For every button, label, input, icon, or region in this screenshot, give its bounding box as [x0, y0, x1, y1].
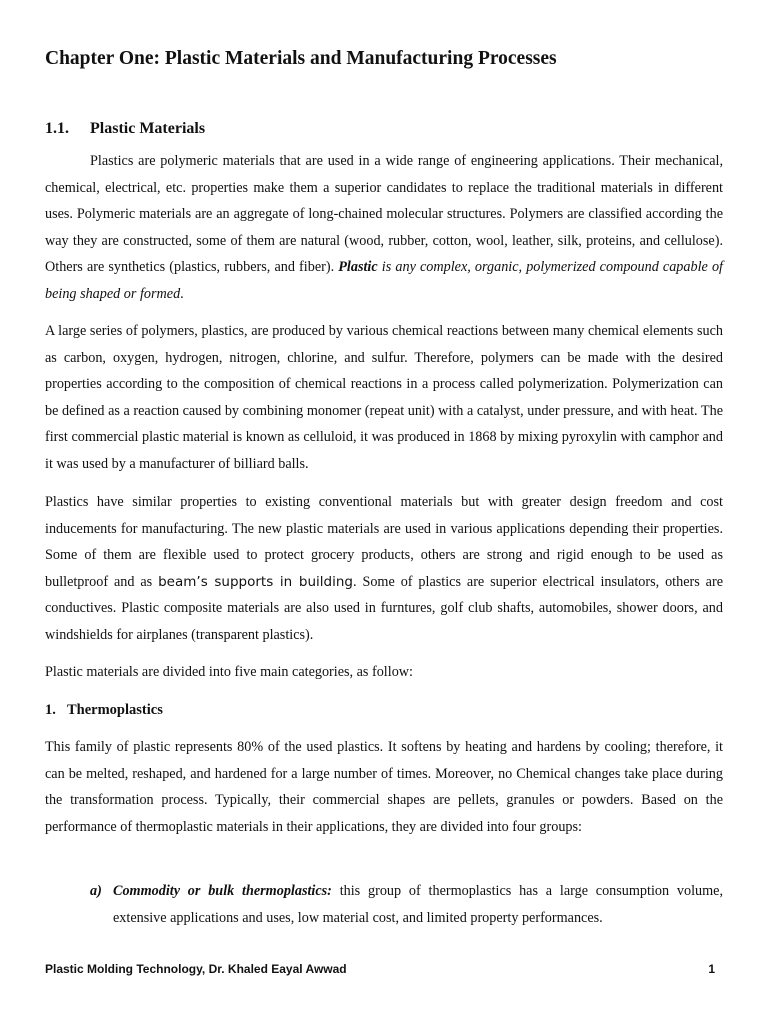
footer-title: Plastic Molding Technology, Dr. Khaled Eayal Awwad [45, 962, 347, 976]
paragraph-properties-text-end: . Some of plastics are superior electrical insulators, others are conductives. Plastic composite materials are also used in furntures, golf club shafts, automobiles, shower doors, and windshields for airplanes (transparent plastics). [45, 573, 724, 643]
paragraph-properties-text: Plastics have similar properties to existing conventional materials but with greater design freedom and cost inducements for manufacturing. The new plastic materials are used in various applications depending their properties. Some of them are flexible used to protect grocery products, others are strong and rigid enough to be used as bulletproof and as [45, 494, 723, 590]
paragraph-thermoplastics: This family of plastic represents 80% of the used plastics. It softens by heating and hardens by cooling; therefore, it can be melted, reshaped, and hardened for a large number of times. Moreover, no Chemical changes take place during the transformation process. Typically, their commercial shapes are pellets, granules or powders. Based on the performance of thermoplastic materials in their applications, they are divided into four groups: [45, 739, 723, 835]
plastic-definition: is any complex, organic, polymerized compound capable of being shaped or formed [45, 259, 723, 302]
subsection-title: Thermoplastics [67, 702, 163, 718]
list-item-term: Commodity or bulk thermoplastics: [113, 883, 332, 899]
paragraph-properties-sans-run: beam’s supports in building [158, 573, 353, 590]
section-number: 1.1. [45, 120, 69, 137]
list-item-body [90, 878, 723, 931]
section-title: Plastic Materials [90, 120, 206, 137]
paragraph-intro-text: Plastics are polymeric materials that are used in a wide range of engineering applications. Their mechanical, chemical, electrical, etc. properties make them a superior candidates to replace the traditional materials in different uses. Polymeric materials are an aggregate of long-chained molecular structures. Polymers are classified according the way they are constructed, some of them are natural (wood, rubber, cotton, wool, leather, silk, proteins, and cellulose). Others are synthetics (plastics, rubbers, and fiber). [45, 153, 723, 276]
section-heading [45, 118, 723, 140]
paragraph-intro-end: . [180, 285, 184, 302]
chapter-title: Chapter One: Plastic Materials and Manufacturing Processes [45, 48, 557, 69]
subsection-heading [45, 699, 723, 721]
plastic-term: Plastic [338, 259, 378, 276]
paragraph-intro [45, 148, 723, 308]
subsection-number: 1. [45, 702, 56, 718]
list-item-text: this group of thermoplastics has a large consumption volume, extensive applications and uses, low material cost, and limited property performances. [113, 883, 723, 926]
paragraph-categories: Plastic materials are divided into five main categories, as follow: [45, 664, 413, 680]
list-item [90, 878, 723, 931]
page-number: 1 [708, 962, 715, 976]
paragraph-properties [45, 489, 723, 649]
list-marker: a) [90, 883, 102, 899]
paragraph-polymerization: A large series of polymers, plastics, are produced by various chemical reactions between many chemical elements such as carbon, oxygen, hydrogen, nitrogen, chlorine, and sulfur. Therefore, polymers can be made with the desired properties according to the composition of chemical reactions in a process called polymerization. Polymerization can be defined as a reaction caused by combining monomer (repeat unit) with a catalyst, under pressure, and with heat. The first commercial plastic material is known as celluloid, it was produced in 1868 by mixing pyroxylin with camphor and it was used by a manufacturer of billiard balls. [45, 323, 723, 472]
